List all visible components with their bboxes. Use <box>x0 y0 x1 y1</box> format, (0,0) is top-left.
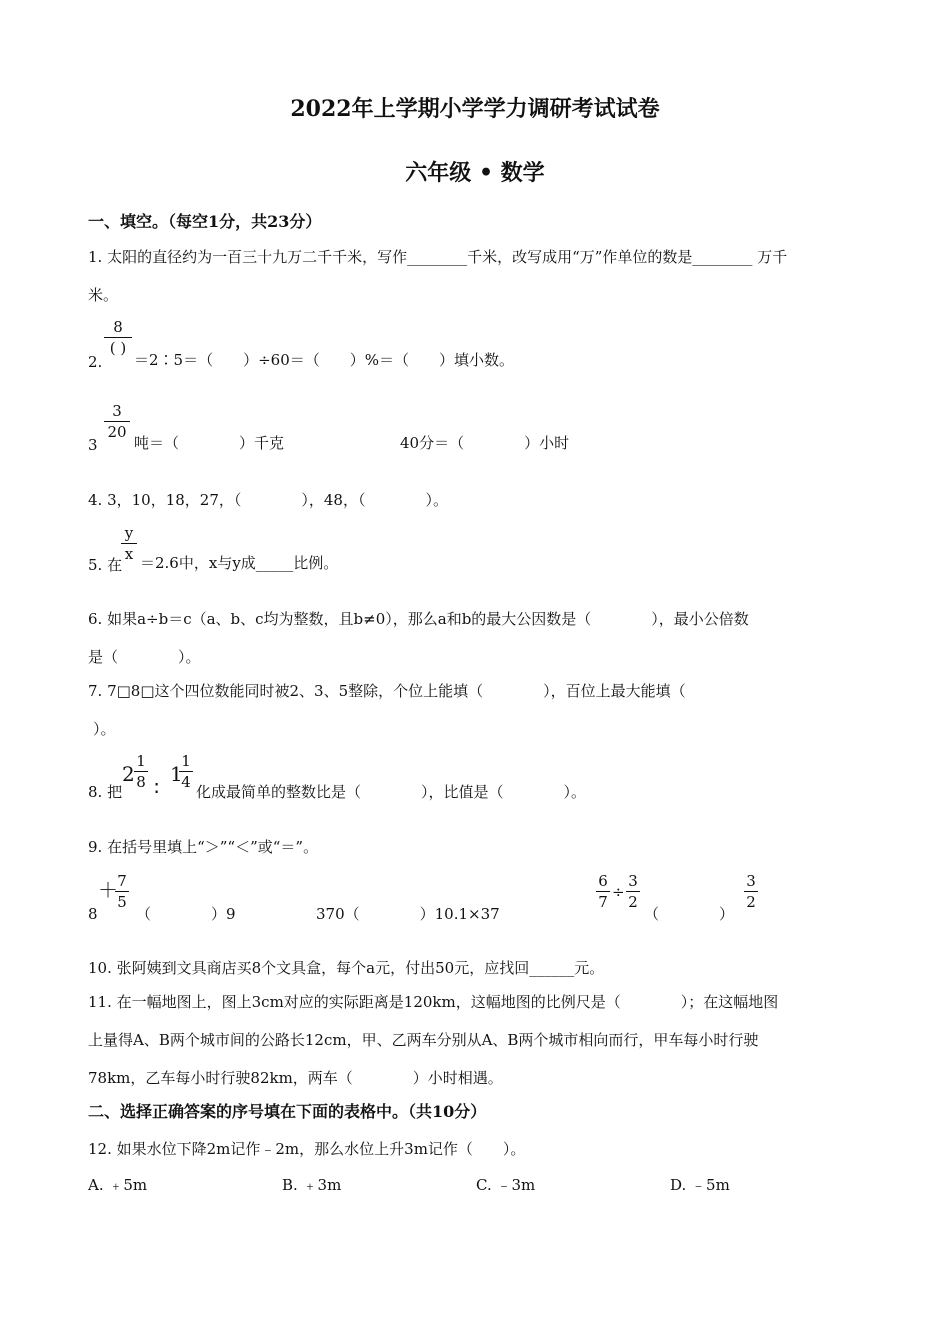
q9-c-fraction-2 <box>626 872 640 911</box>
section-1-heading: 一、填空。（每空1分，共23分） <box>88 212 322 231</box>
question-8-whole-1: 2 <box>122 762 135 786</box>
fraction-denominator: 8 <box>136 773 146 791</box>
q9-a-text: （ ）9 <box>136 905 236 923</box>
fraction-bar <box>104 421 130 422</box>
question-8-prefix: 8. 把 <box>88 783 123 801</box>
option-a: A. ﹢5m <box>88 1176 148 1194</box>
section-2-heading: 二、选择正确答案的序号填在下面的表格中。（共10分） <box>88 1102 487 1121</box>
fraction-bar <box>134 771 148 772</box>
fraction-bar <box>626 891 640 892</box>
fraction-bar <box>104 337 132 338</box>
question-10: 10. 张阿姨到文具商店买8个文具盒，每个a元，付出50元，应找回______元。 <box>88 959 605 977</box>
q9-a-fraction <box>115 872 129 911</box>
fraction-numerator: 1 <box>136 752 146 770</box>
page-subtitle: 六年级 • 数学 <box>405 160 545 186</box>
question-3-text-1: 吨＝（ ）千克 <box>134 434 285 452</box>
fraction-numerator: 8 <box>113 318 123 336</box>
question-5-text: ＝2.6中，x与y成_____比例。 <box>140 554 339 572</box>
question-3-number: 3 <box>88 436 98 454</box>
question-3-fraction <box>104 402 130 441</box>
q9-c-fraction-1 <box>596 872 610 911</box>
question-8-text: 化成最简单的整数比是（ ），比值是（ ）。 <box>196 783 587 801</box>
q9-a-whole: 8 <box>88 905 98 923</box>
question-8-colon: ∶ <box>154 776 160 800</box>
question-6-line-1: 6. 如果a÷b＝c（a、b、c均为整数，且b≠0），那么a和b的最大公因数是（ ），最小公倍数 <box>88 610 749 628</box>
question-11-line-3: 78km，乙车每小时行驶82km，两车（ ）小时相遇。 <box>88 1069 503 1087</box>
page-title: 2022年上学期小学学力调研考试试卷 <box>290 96 660 122</box>
fraction-numerator: 6 <box>598 872 608 890</box>
question-11-line-1: 11. 在一幅地图上，图上3cm对应的实际距离是120km，这幅地图的比例尺是（ ）；在这幅地图 <box>88 993 779 1011</box>
fraction-bar <box>596 891 610 892</box>
option-d: D. ﹣5m <box>670 1176 730 1194</box>
question-9: 9. 在括号里填上“＞”“＜”或“＝”。 <box>88 838 319 856</box>
fraction-denominator: 2 <box>746 893 756 911</box>
question-2-fraction <box>104 318 132 357</box>
question-6-line-2: 是（ ）。 <box>88 648 201 666</box>
fraction-bar <box>179 771 193 772</box>
question-8-whole-2: 1 <box>170 762 183 786</box>
question-8-fraction-2 <box>179 752 193 791</box>
option-b: B. ﹢3m <box>282 1176 342 1194</box>
question-5-fraction <box>121 524 137 563</box>
question-4: 4. 3，10，18，27，（ ），48，（ ）。 <box>88 491 448 509</box>
question-7-line-1: 7. 7□8□这个四位数能同时被2、3、5整除，个位上能填（ ），百位上最大能填（ <box>88 682 686 700</box>
fraction-denominator: ( ) <box>109 339 127 357</box>
q9-c-fraction-3 <box>744 872 758 911</box>
question-3-text-2: 40分＝（ ）小时 <box>400 434 570 452</box>
q9-b-text: 370（ ）10.1×37 <box>316 905 500 923</box>
q9-c-text: （ ） <box>644 905 735 923</box>
fraction-denominator: 5 <box>117 893 127 911</box>
fraction-denominator: x <box>124 545 134 563</box>
fraction-bar <box>744 891 758 892</box>
fraction-bar <box>115 891 129 892</box>
fraction-denominator: 20 <box>107 423 127 441</box>
fraction-numerator: 3 <box>112 402 122 420</box>
option-c: C. ﹣3m <box>476 1176 536 1194</box>
fraction-numerator: y <box>124 524 134 542</box>
fraction-bar <box>121 543 137 544</box>
fraction-numerator: 7 <box>117 872 127 890</box>
question-1-line-2: 米。 <box>88 286 119 304</box>
fraction-numerator: 3 <box>746 872 756 890</box>
fraction-denominator: 7 <box>598 893 608 911</box>
question-12: 12. 如果水位下降2m记作﹣2m，那么水位上升3m记作（ ）。 <box>88 1140 526 1158</box>
q9-a-plus: ＋ <box>98 878 118 902</box>
question-7-line-2: ）。 <box>93 720 116 738</box>
question-11-line-2: 上量得A、B两个城市间的公路长12cm，甲、乙两车分别从A、B两个城市相向而行，甲车每小时行驶 <box>88 1031 759 1049</box>
fraction-denominator: 4 <box>181 773 191 791</box>
question-2-text: ＝2∶5＝（ ）÷60＝（ ）%＝（ ）填小数。 <box>134 351 514 369</box>
question-1-line-1: 1. 太阳的直径约为一百三十九万二千千米，写作________千米，改写成用“万”作单位的数是________ 万千 <box>88 248 788 266</box>
question-8-fraction-1 <box>134 752 148 791</box>
fraction-numerator: 3 <box>628 872 638 890</box>
fraction-denominator: 2 <box>628 893 638 911</box>
fraction-numerator: 1 <box>181 752 191 770</box>
question-5-prefix: 5. 在 <box>88 556 123 574</box>
q9-c-divide: ÷ <box>612 883 625 901</box>
question-2-number: 2. <box>88 353 103 371</box>
